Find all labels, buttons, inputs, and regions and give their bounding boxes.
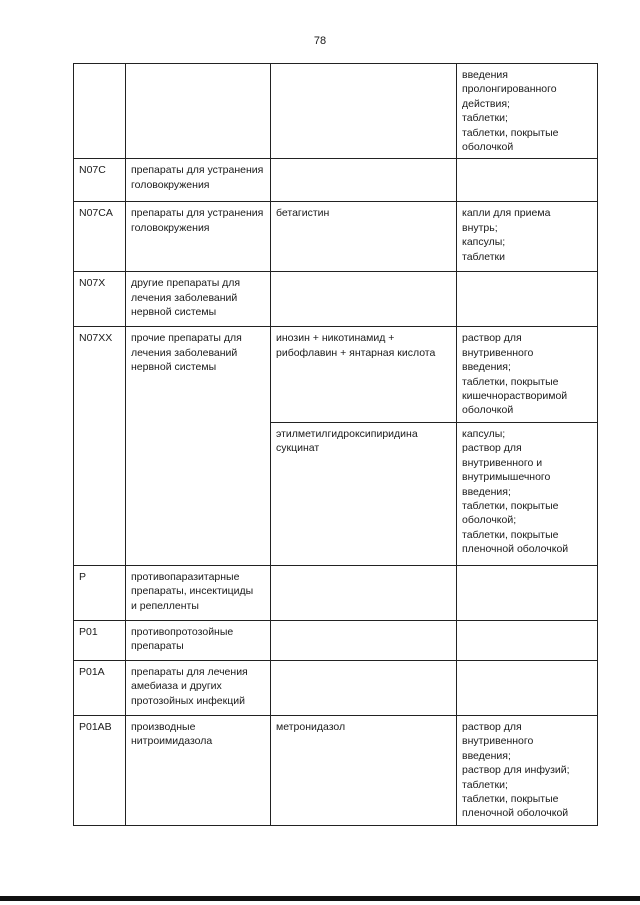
group-name-cell: препараты для устранения головокружения <box>126 202 271 272</box>
group-name-cell: противопротозойные препараты <box>126 620 271 660</box>
table-row <box>74 272 598 327</box>
page-number: 78 <box>313 35 327 47</box>
dosage-form-cell: раствор для внутривенного введения; раствор для инфузий; таблетки; таблетки, покрытые пленочной оболочкой <box>457 715 598 825</box>
atc-code-cell: P01 <box>74 620 126 660</box>
dosage-form-cell: раствор для внутривенного введения; таблетки, покрытые кишечнорастворимой оболочкой <box>457 327 598 422</box>
table-row <box>74 202 598 272</box>
group-name-cell: другие препараты для лечения заболеваний нервной системы <box>126 272 271 327</box>
atc-code-cell: N07C <box>74 159 126 202</box>
table-row <box>74 565 598 620</box>
group-name-cell: противопаразитарные препараты, инсектициды и репелленты <box>126 565 271 620</box>
dosage-form-cell <box>457 660 598 715</box>
group-name-cell <box>126 64 271 159</box>
table-row <box>74 327 598 422</box>
atc-code-cell: N07XX <box>74 327 126 565</box>
dosage-form-cell: введения пролонгированного действия; таблетки; таблетки, покрытые оболочкой <box>457 64 598 159</box>
substance-cell: бетагистин <box>271 202 457 272</box>
group-name-cell: препараты для устранения головокружения <box>126 159 271 202</box>
table-row <box>74 159 598 202</box>
group-name-cell: производные нитроимидазола <box>126 715 271 825</box>
substance-cell: инозин + никотинамид + рибофлавин + янтарная кислота <box>271 327 457 422</box>
dosage-form-cell <box>457 159 598 202</box>
atc-code-cell: P <box>74 565 126 620</box>
table-row <box>74 660 598 715</box>
table-row <box>74 620 598 660</box>
dosage-form-cell <box>457 565 598 620</box>
substance-cell <box>271 620 457 660</box>
dosage-form-cell: капли для приема внутрь; капсулы; таблетки <box>457 202 598 272</box>
dosage-form-cell <box>457 620 598 660</box>
atc-code-cell <box>74 64 126 159</box>
page-bottom-rule <box>0 896 640 901</box>
drug-classification-table <box>73 63 598 826</box>
atc-code-cell: N07CA <box>74 202 126 272</box>
substance-cell <box>271 565 457 620</box>
substance-cell <box>271 660 457 715</box>
substance-cell: этилметилгидроксипиридина сукцинат <box>271 422 457 565</box>
dosage-form-cell: капсулы; раствор для внутривенного и внутримышечного введения; таблетки, покрытые оболочкой; таблетки, покрытые пленочной оболочкой <box>457 422 598 565</box>
substance-cell <box>271 64 457 159</box>
atc-code-cell: N07X <box>74 272 126 327</box>
table-row <box>74 64 598 159</box>
table-row <box>74 715 598 825</box>
substance-cell <box>271 272 457 327</box>
substance-cell: метронидазол <box>271 715 457 825</box>
atc-code-cell: P01A <box>74 660 126 715</box>
group-name-cell: препараты для лечения амебиаза и других протозойных инфекций <box>126 660 271 715</box>
substance-cell <box>271 159 457 202</box>
dosage-form-cell <box>457 272 598 327</box>
atc-code-cell: P01AB <box>74 715 126 825</box>
group-name-cell: прочие препараты для лечения заболеваний нервной системы <box>126 327 271 565</box>
